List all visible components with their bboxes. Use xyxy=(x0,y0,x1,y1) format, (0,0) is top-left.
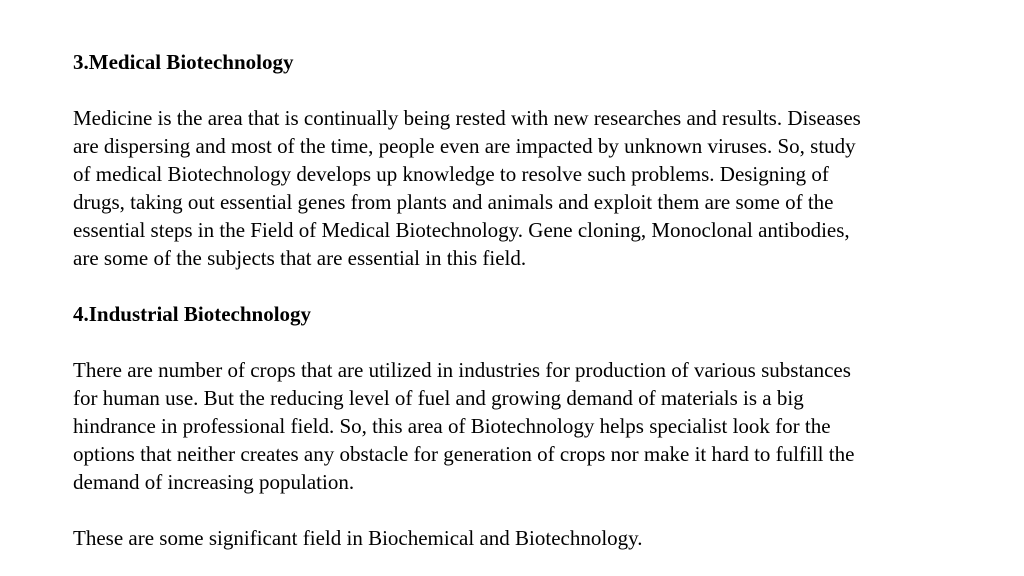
spacer xyxy=(73,496,973,524)
text-line: drugs, taking out essential genes from plants and animals and exploit them are some of the xyxy=(73,190,834,214)
text-line: options that neither creates any obstacle for generation of crops nor make it hard to fulfill the xyxy=(73,442,855,466)
text-line: Medicine is the area that is continually being rested with new researches and results. Diseases xyxy=(73,106,861,130)
text-line: demand of increasing population. xyxy=(73,470,355,494)
text-line: are dispersing and most of the time, people even are impacted by unknown viruses. So, study xyxy=(73,134,856,158)
spacer xyxy=(73,272,973,300)
closing-sentence: These are some significant field in Biochemical and Biotechnology. xyxy=(73,526,643,550)
paragraph-medical xyxy=(73,104,973,272)
text-line: for human use. But the reducing level of fuel and growing demand of materials is a big xyxy=(73,386,804,410)
text-line: essential steps in the Field of Medical Biotechnology. Gene cloning, Monoclonal antibodies, xyxy=(73,218,850,242)
text-line: hindrance in professional field. So, this area of Biotechnology helps specialist look for the xyxy=(73,414,831,438)
section-heading-industrial: 4.Industrial Biotechnology xyxy=(73,302,312,326)
document-page xyxy=(73,48,973,552)
text-line: of medical Biotechnology develops up knowledge to resolve such problems. Designing of xyxy=(73,162,829,186)
paragraph-industrial xyxy=(73,356,973,496)
text-line: There are number of crops that are utilized in industries for production of various substances xyxy=(73,358,851,382)
spacer xyxy=(73,328,973,356)
text-line: are some of the subjects that are essential in this field. xyxy=(73,246,527,270)
spacer xyxy=(73,76,973,104)
section-heading-medical: 3.Medical Biotechnology xyxy=(73,50,294,74)
